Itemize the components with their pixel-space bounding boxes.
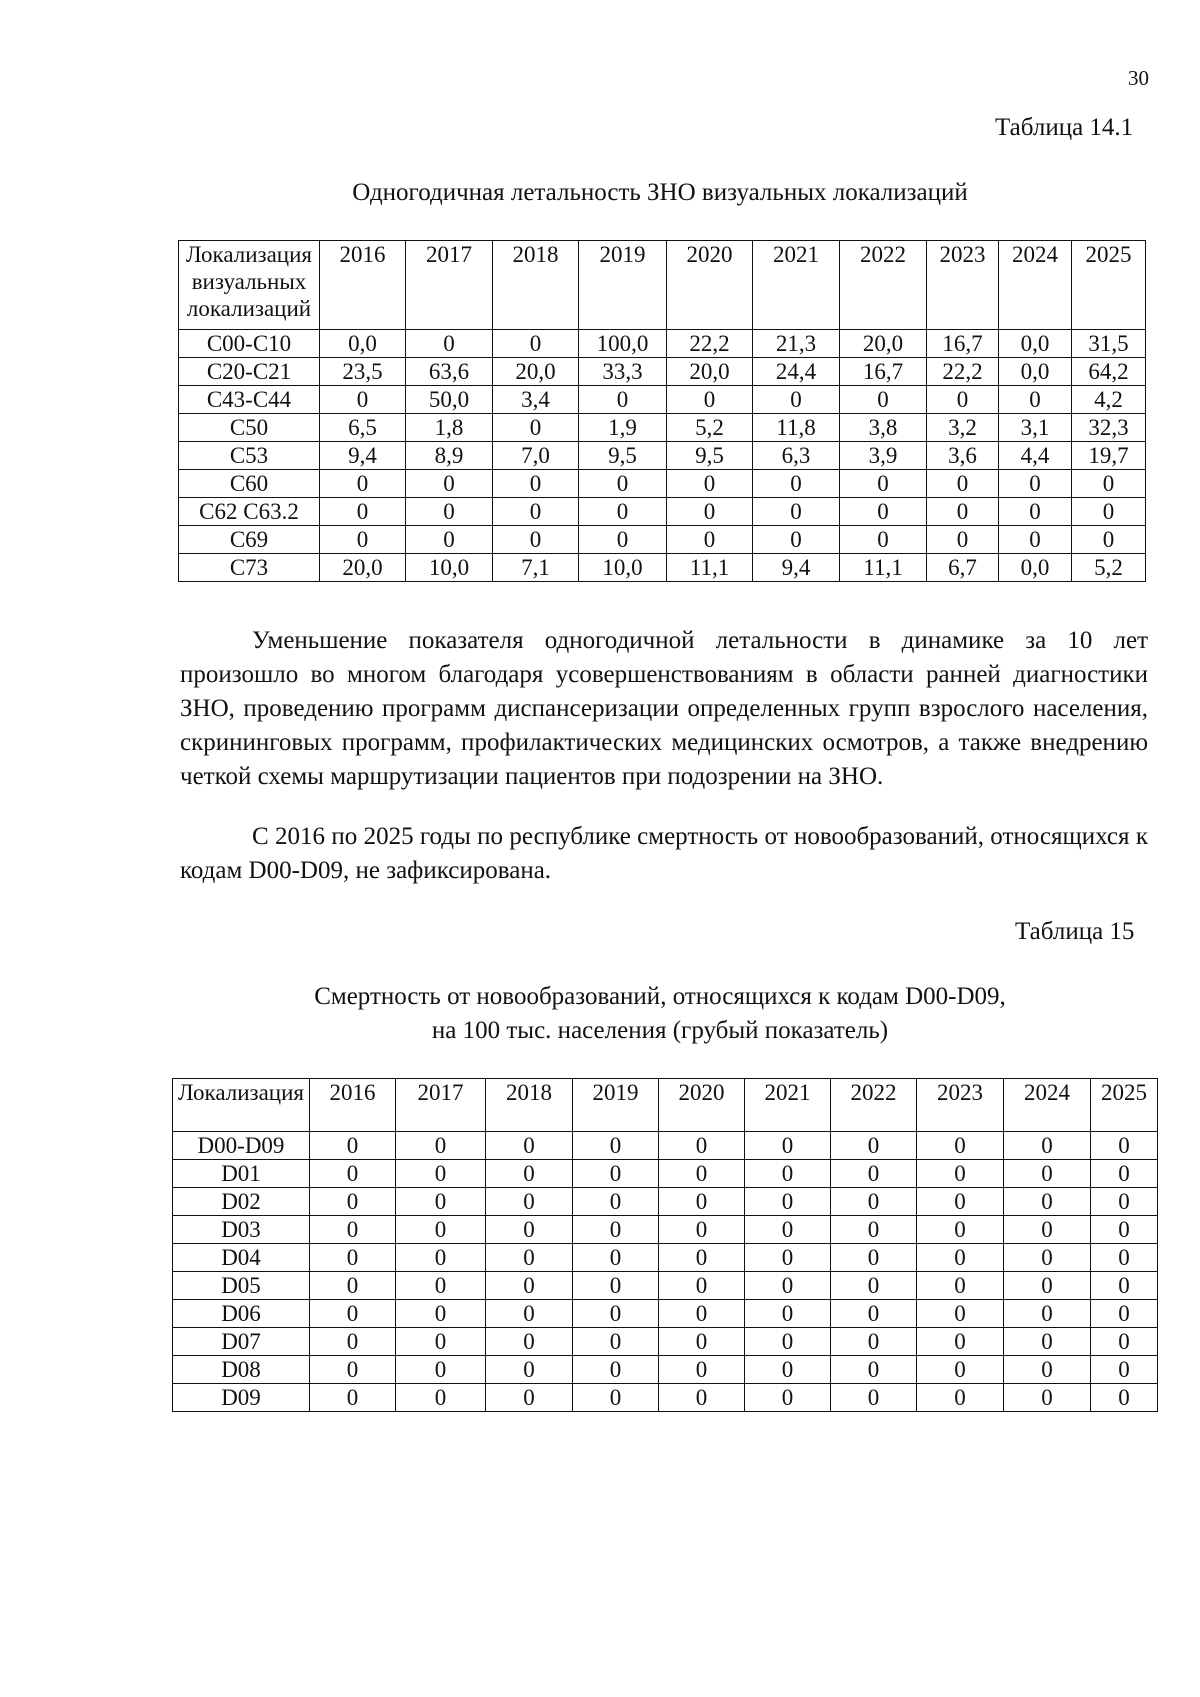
table-cell: 20,0 (320, 554, 406, 582)
table-cell: 0 (667, 386, 753, 414)
table-row (173, 1160, 1158, 1188)
table-cell: 0 (573, 1272, 659, 1300)
table-cell: 0 (840, 526, 927, 554)
table-cell: 0 (745, 1328, 831, 1356)
table-cell: 0 (1091, 1328, 1158, 1356)
table-cell: 0 (753, 470, 840, 498)
table-cell: 0 (396, 1216, 486, 1244)
table-cell: 9,4 (320, 442, 406, 470)
table-cell: 6,3 (753, 442, 840, 470)
table-cell: 0 (573, 1132, 659, 1160)
table-cell: 0 (917, 1384, 1004, 1412)
table-cell: 0 (745, 1160, 831, 1188)
table-cell: 0 (486, 1244, 573, 1272)
table-cell: 0 (917, 1328, 1004, 1356)
row-localization: D09 (173, 1384, 310, 1412)
table-cell: 0 (493, 414, 579, 442)
row-localization: D00-D09 (173, 1132, 310, 1160)
table-cell: 0 (406, 526, 493, 554)
header-year: 2017 (396, 1079, 486, 1132)
table-cell: 0 (745, 1188, 831, 1216)
table-row (173, 1216, 1158, 1244)
row-localization: С73 (179, 554, 320, 582)
table-row (179, 358, 1146, 386)
table-15-label: Таблица 15 (1015, 918, 1135, 945)
header-localization: Локализация (173, 1079, 310, 1132)
header-year: 2022 (831, 1079, 917, 1132)
table-cell: 0 (659, 1244, 745, 1272)
table-row (179, 526, 1146, 554)
table-cell: 0 (1091, 1356, 1158, 1384)
table-cell: 0 (659, 1328, 745, 1356)
table-cell: 63,6 (406, 358, 493, 386)
header-year: 2024 (999, 241, 1072, 330)
table-cell: 0 (753, 386, 840, 414)
table-cell: 0 (396, 1272, 486, 1300)
table-cell: 10,0 (579, 554, 667, 582)
table-cell: 0 (917, 1244, 1004, 1272)
table-cell: 0 (1091, 1132, 1158, 1160)
mortality-table (172, 1078, 1158, 1412)
table-cell: 0 (753, 498, 840, 526)
table-row (173, 1384, 1158, 1412)
table-cell: 33,3 (579, 358, 667, 386)
table-cell: 0 (1091, 1384, 1158, 1412)
table-cell: 0 (840, 470, 927, 498)
header-year: 2016 (320, 241, 406, 330)
header-year: 2019 (579, 241, 667, 330)
table-cell: 3,4 (493, 386, 579, 414)
table-cell: 0 (917, 1132, 1004, 1160)
table-cell: 0 (1004, 1356, 1091, 1384)
table-cell: 3,2 (927, 414, 999, 442)
table-cell: 0 (659, 1160, 745, 1188)
table-cell: 0 (659, 1132, 745, 1160)
table-cell: 0 (310, 1384, 396, 1412)
table-cell: 11,1 (840, 554, 927, 582)
table-cell: 0 (831, 1300, 917, 1328)
table-header-row (179, 241, 1146, 330)
table-cell: 0 (659, 1300, 745, 1328)
table-cell: 3,8 (840, 414, 927, 442)
table-cell: 0 (745, 1384, 831, 1412)
table-cell: 0 (579, 498, 667, 526)
table-row (173, 1300, 1158, 1328)
header-year: 2021 (753, 241, 840, 330)
row-localization: С20-С21 (179, 358, 320, 386)
table-15-caption-line1: Смертность от новообразований, относящихся к кодам D00-D09, (314, 983, 1006, 1010)
table-cell: 0,0 (999, 554, 1072, 582)
table-cell: 0 (310, 1328, 396, 1356)
table-cell: 0 (579, 386, 667, 414)
table-cell: 0 (396, 1132, 486, 1160)
table-cell: 0 (396, 1188, 486, 1216)
table-cell: 50,0 (406, 386, 493, 414)
table-cell: 0,0 (999, 330, 1072, 358)
table-cell: 0 (917, 1188, 1004, 1216)
table-cell: 0 (310, 1244, 396, 1272)
table-cell: 9,4 (753, 554, 840, 582)
table-cell: 0 (840, 498, 927, 526)
table-cell: 0 (396, 1328, 486, 1356)
table-row (179, 498, 1146, 526)
table-row (173, 1132, 1158, 1160)
table-cell: 0 (310, 1356, 396, 1384)
table-cell: 0 (917, 1356, 1004, 1384)
table-cell: 0 (831, 1188, 917, 1216)
table-cell: 0 (486, 1216, 573, 1244)
table-cell: 0 (1091, 1216, 1158, 1244)
table-cell: 21,3 (753, 330, 840, 358)
table-cell: 0 (493, 330, 579, 358)
header-year: 2021 (745, 1079, 831, 1132)
table-cell: 0 (659, 1384, 745, 1412)
table-cell: 3,9 (840, 442, 927, 470)
table-cell: 0 (1072, 526, 1146, 554)
table-14-1-label: Таблица 14.1 (995, 114, 1134, 141)
table-cell: 1,8 (406, 414, 493, 442)
row-localization: D08 (173, 1356, 310, 1384)
table-cell: 0 (310, 1300, 396, 1328)
table-cell: 0 (573, 1244, 659, 1272)
table-cell: 6,7 (927, 554, 999, 582)
table-row (179, 470, 1146, 498)
table-cell: 32,3 (1072, 414, 1146, 442)
table-cell: 0 (1004, 1328, 1091, 1356)
row-localization: С00-С10 (179, 330, 320, 358)
table-cell: 0 (917, 1160, 1004, 1188)
table-cell: 0 (320, 526, 406, 554)
header-year: 2017 (406, 241, 493, 330)
table-cell: 7,1 (493, 554, 579, 582)
table-cell: 0 (396, 1244, 486, 1272)
table-row (179, 330, 1146, 358)
table-15-caption (170, 980, 1150, 1048)
table-cell: 9,5 (667, 442, 753, 470)
table-cell: 0 (745, 1272, 831, 1300)
table-cell: 4,2 (1072, 386, 1146, 414)
table-cell: 5,2 (1072, 554, 1146, 582)
row-localization: D07 (173, 1328, 310, 1356)
table-cell: 0 (667, 526, 753, 554)
table-cell: 0 (493, 498, 579, 526)
table-cell: 0,0 (999, 358, 1072, 386)
lethality-table (178, 240, 1146, 582)
table-cell: 23,5 (320, 358, 406, 386)
table-cell: 0 (1004, 1188, 1091, 1216)
table-cell: 7,0 (493, 442, 579, 470)
table-cell: 0 (486, 1132, 573, 1160)
table-cell: 0 (310, 1216, 396, 1244)
table-cell: 0 (310, 1132, 396, 1160)
table-cell: 100,0 (579, 330, 667, 358)
table-cell: 0 (406, 498, 493, 526)
table-cell: 0 (659, 1216, 745, 1244)
table-cell: 0 (573, 1384, 659, 1412)
table-cell: 0 (1091, 1160, 1158, 1188)
table-cell: 0 (753, 526, 840, 554)
table-row (173, 1188, 1158, 1216)
table-row (173, 1272, 1158, 1300)
table-row (179, 414, 1146, 442)
table-cell: 0 (831, 1216, 917, 1244)
table-cell: 16,7 (927, 330, 999, 358)
header-year: 2024 (1004, 1079, 1091, 1132)
table-cell: 0 (1091, 1244, 1158, 1272)
table-cell: 0 (579, 526, 667, 554)
header-year: 2018 (486, 1079, 573, 1132)
table-row (179, 386, 1146, 414)
header-year: 2022 (840, 241, 927, 330)
table-cell: 0 (745, 1244, 831, 1272)
table-cell: 11,1 (667, 554, 753, 582)
table-cell: 0 (831, 1272, 917, 1300)
table-cell: 0 (659, 1272, 745, 1300)
table-cell: 11,8 (753, 414, 840, 442)
table-cell: 0 (573, 1328, 659, 1356)
table-cell: 0 (1072, 498, 1146, 526)
table-cell: 0 (917, 1272, 1004, 1300)
table-cell: 0 (493, 526, 579, 554)
table-cell: 0 (927, 470, 999, 498)
table-cell: 31,5 (1072, 330, 1146, 358)
table-cell: 0 (396, 1160, 486, 1188)
table-row (173, 1328, 1158, 1356)
table-cell: 0 (1072, 470, 1146, 498)
header-year: 2025 (1091, 1079, 1158, 1132)
table-cell: 0 (396, 1384, 486, 1412)
header-year: 2018 (493, 241, 579, 330)
table-cell: 0 (999, 498, 1072, 526)
table-cell: 0 (831, 1132, 917, 1160)
table-row (179, 442, 1146, 470)
table-cell: 19,7 (1072, 442, 1146, 470)
header-year: 2023 (917, 1079, 1004, 1132)
table-cell: 0 (1004, 1160, 1091, 1188)
table-cell: 0 (486, 1300, 573, 1328)
table-cell: 0 (1004, 1216, 1091, 1244)
table-cell: 0 (917, 1300, 1004, 1328)
row-localization: С50 (179, 414, 320, 442)
page-number: 30 (1128, 66, 1149, 90)
table-row (179, 554, 1146, 582)
table-cell: 9,5 (579, 442, 667, 470)
table-cell: 20,0 (840, 330, 927, 358)
table-cell: 0 (486, 1356, 573, 1384)
table-cell: 4,4 (999, 442, 1072, 470)
table-cell: 0 (486, 1328, 573, 1356)
table-cell: 0 (745, 1356, 831, 1384)
table-cell: 0 (831, 1244, 917, 1272)
table-cell: 0 (1004, 1272, 1091, 1300)
row-localization: С43-С44 (179, 386, 320, 414)
table-cell: 0 (745, 1300, 831, 1328)
table-cell: 0 (1091, 1300, 1158, 1328)
table-cell: 0 (831, 1384, 917, 1412)
table-cell: 0,0 (320, 330, 406, 358)
table-cell: 20,0 (493, 358, 579, 386)
table-cell: 0 (486, 1160, 573, 1188)
row-localization: D05 (173, 1272, 310, 1300)
table-cell: 0 (659, 1356, 745, 1384)
table-cell: 0 (486, 1384, 573, 1412)
header-year: 2019 (573, 1079, 659, 1132)
row-localization: С53 (179, 442, 320, 470)
row-localization: D03 (173, 1216, 310, 1244)
table-cell: 0 (999, 526, 1072, 554)
table-cell: 0 (396, 1356, 486, 1384)
table-cell: 6,5 (320, 414, 406, 442)
table-cell: 0 (840, 386, 927, 414)
paragraph-lethality-decrease: Уменьшение показателя одногодичной летальности в динамике за 10 лет произошло во многом благодаря усовершенствованиям в области ранней диагностики ЗНО, проведению программ диспансеризации определенных групп взрослого населения, скрининговых программ, профилактических медицинских осмотров, а также внедрению четкой схемы маршрутизации пациентов при подозрении на ЗНО. (180, 627, 1148, 790)
row-localization: D04 (173, 1244, 310, 1272)
table-cell: 1,9 (579, 414, 667, 442)
table-cell: 0 (573, 1188, 659, 1216)
table-cell: 22,2 (667, 330, 753, 358)
table-cell: 0 (667, 498, 753, 526)
table-cell: 3,1 (999, 414, 1072, 442)
table-cell: 0 (320, 498, 406, 526)
table-row (173, 1356, 1158, 1384)
table-cell: 0 (406, 330, 493, 358)
table-cell: 16,7 (840, 358, 927, 386)
row-localization: D06 (173, 1300, 310, 1328)
table-cell: 0 (310, 1272, 396, 1300)
table-cell: 0 (831, 1328, 917, 1356)
table-cell: 0 (917, 1216, 1004, 1244)
table-cell: 3,6 (927, 442, 999, 470)
table-cell: 0 (659, 1188, 745, 1216)
table-cell: 0 (573, 1356, 659, 1384)
table-cell: 0 (927, 498, 999, 526)
header-year: 2020 (659, 1079, 745, 1132)
table-cell: 22,2 (927, 358, 999, 386)
table-cell: 0 (320, 386, 406, 414)
header-year: 2020 (667, 241, 753, 330)
table-cell: 0 (999, 386, 1072, 414)
table-cell: 0 (579, 470, 667, 498)
table-cell: 0 (573, 1160, 659, 1188)
row-localization: D02 (173, 1188, 310, 1216)
table-cell: 0 (927, 526, 999, 554)
table-cell: 0 (320, 470, 406, 498)
table-cell: 5,2 (667, 414, 753, 442)
table-15-caption-line2: на 100 тыс. населения (грубый показатель) (431, 1017, 889, 1044)
table-cell: 10,0 (406, 554, 493, 582)
table-cell: 24,4 (753, 358, 840, 386)
row-localization: С62 С63.2 (179, 498, 320, 526)
row-localization: С69 (179, 526, 320, 554)
table-cell: 0 (1004, 1132, 1091, 1160)
table-cell: 0 (1091, 1188, 1158, 1216)
table-cell: 0 (486, 1188, 573, 1216)
table-cell: 0 (1004, 1384, 1091, 1412)
table-cell: 0 (573, 1216, 659, 1244)
table-cell: 0 (1091, 1272, 1158, 1300)
row-localization: С60 (179, 470, 320, 498)
table-cell: 0 (493, 470, 579, 498)
table-cell: 0 (745, 1216, 831, 1244)
table-row (173, 1244, 1158, 1272)
table-cell: 0 (1004, 1244, 1091, 1272)
table-cell: 0 (667, 470, 753, 498)
row-localization: D01 (173, 1160, 310, 1188)
table-cell: 0 (927, 386, 999, 414)
table-cell: 0 (486, 1272, 573, 1300)
table-cell: 0 (406, 470, 493, 498)
table-cell: 0 (396, 1300, 486, 1328)
table-header-row (173, 1079, 1158, 1132)
table-cell: 0 (999, 470, 1072, 498)
header-localization: Локализация визуальных локализаций (179, 241, 320, 330)
table-cell: 0 (310, 1188, 396, 1216)
table-cell: 0 (573, 1300, 659, 1328)
table-cell: 0 (310, 1160, 396, 1188)
table-cell: 0 (831, 1160, 917, 1188)
table-14-1-caption: Одногодичная летальность ЗНО визуальных локализаций (352, 179, 968, 206)
table-cell: 64,2 (1072, 358, 1146, 386)
table-cell: 20,0 (667, 358, 753, 386)
table-cell: 0 (745, 1132, 831, 1160)
paragraph-no-mortality: С 2016 по 2025 годы по республике смертность от новообразований, относящихся к кодам D00-D09, не зафиксирована. (180, 823, 1148, 884)
table-cell: 8,9 (406, 442, 493, 470)
header-year: 2023 (927, 241, 999, 330)
header-year: 2016 (310, 1079, 396, 1132)
header-year: 2025 (1072, 241, 1146, 330)
table-cell: 0 (831, 1356, 917, 1384)
table-cell: 0 (1004, 1300, 1091, 1328)
